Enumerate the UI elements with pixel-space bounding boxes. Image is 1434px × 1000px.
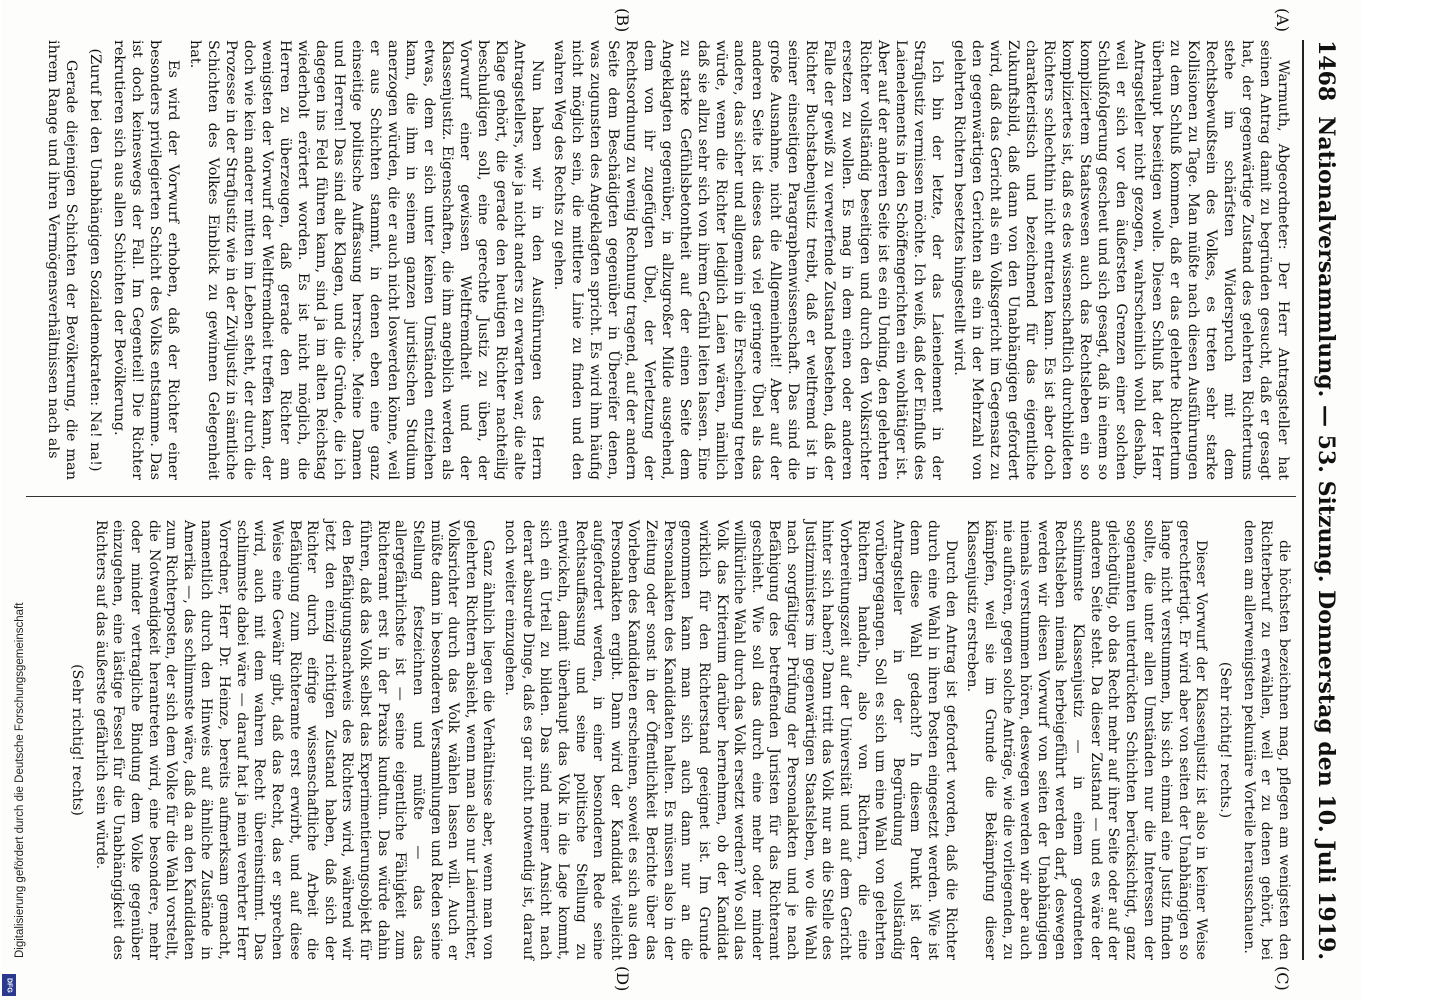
dfg-logo: DFG <box>2 974 16 996</box>
margin-marker-c: (C) <box>1273 966 1292 991</box>
page-title: Nationalversammlung. — 53. Sitzung. Donnerstag den 10. Juli 1919. <box>1313 116 1339 960</box>
margin-marker-d: (D) <box>613 966 632 992</box>
right-column-paragraph: (Sehr richtig! rechts.) <box>1217 661 1234 819</box>
left-column-paragraph: Gerade diejenigen Schichten der Bevölkerung, die man ihrem Range und ihren Vermögensverhältnissen nach als <box>45 40 79 480</box>
right-column-paragraph: Durch den Antrag ist gefordert worden, daß die Richter durch eine Wahl in ihren Posten eingesetzt werden. Wie ist denn diese Wahl gedacht? In diesem Punkt ist der Antragsteller in der Begründung vollständig vorübergegangen. Soll es sich um eine Wahl von gelehrten Richtern handeln, also von Richtern, die eine Vorbereitungszeit auf der Universität und auf dem Gericht hinter sich haben? Dann tritt das Volk nur an die Stelle des Justizministers im gegenwärtigen Staatsleben, wo die Wahl nach sorgfältiger Prüfung der Personalakten und je nach Befähigung des betreffenden Juristen für das Richteramt geschieht. Wie soll das durch eine mehr oder minder willkürliche Wahl durch das Volk ersetzt werden? Wo soll das Volk das Kriterium darüber hernehmen, ob der Kandidat wirklich für den Richterstand geeignet ist. Im Grunde genommen kann man sich auch dann nur an die Personalakten des Kandidaten halten. Es müssen also in der Zeitung oder sonst in der Öffentlichkeit Berichte über das Vorleben des Kandidaten erscheinen, soweit es sich aus den Personalakten ergibt. Dann wird der Kandidat vielleicht aufgefordert werden, in einer besonderen Rede seine Rechtsauffassung und seine politische Stellung zu entwickeln, damit überhaupt das Volk in die Lage kommt, sich ein Urteil zu bilden. Das sind meiner Ansicht nach derart absurde Dinge, daß es gar nicht notwendig ist, darauf noch weiter einzugehen. <box>502 520 959 960</box>
right-column-paragraph: Dieser Vorwurf der Klassenjustiz ist also in keiner Weise gerechtfertigt. Er wird aber von seiten der Unabhängigen so lange nicht verstummen, bis sich einmal eine Justiz finden sollte, die unter allen Umständen nur die Interessen der sogenannten unterdrückten Schichten berücksichtigt, ganz gleichgültig, ob das Recht mehr auf ihrer Seite oder auf der anderen Seite steht. Da dieser Zustand — und es wäre der schlimmste Klassenjustiz — in einem geordneten Rechtsleben niemals herbeigeführt werden darf, deswegen werden wir diesen Vorwurf von seiten der Unabhängigen niemals verstummen hören, deswegen werden wir aber auch nie aufhören, gegen solche Anträge, wie die vorliegenden, zu kämpfen, weil sie im Grunde die Bekämpfung dieser Klassenjustiz erstreben. <box>964 520 1210 960</box>
credit-text: Digitalisierung gefördert durch die Deutsche Forschungsgemeinschaft <box>14 602 26 958</box>
digitization-credit <box>4 0 24 1000</box>
left-column-paragraph: Nun haben wir in den Ausführungen des Herrn Antragstellers, wie ja nicht anders zu erwarten war, die alte Klage gehört, die gerade den heutigen Richter nachteilig beschuldigen soll, eine gerechte Justiz zu üben, der Vorwurf einer gewissen Weltfremdheit und der Klassenjustiz. Eigenschaften, die ihm angeblich werden als etwas, dem er sich unter keinen Umständen entziehen kann, die ihm in seinem ganzen juristischen Studium anerzogen würden, die er auch nicht loswerden könne, weil er aus Schichten stammt, in denen eben eine ganz einseitige politische Auffassung herrsche. Meine Damen und Herren! Das sind alte Klagen, und die Gründe, die ich dagegen ins Feld führen kann, sind ja im alten Reichstag wiederholt erörtert worden. Es ist nicht möglich, die Herren zu überzeugen, daß gerade den Richter am wenigsten der Vorwurf der Weltfremdheit treffen kann, der doch wie kein anderer mitten im Leben steht, der durch die Prozesse in der Strafjustiz wie in der Ziviljustiz in sämtliche Schichten des Volkes Einblick zu gewinnen Gelegenheit hat. <box>187 40 545 480</box>
right-column-paragraph: (Sehr richtig! rechts) <box>69 664 86 816</box>
left-column-paragraph: Es wird der Vorwurf erhoben, daß der Richter einer besonders privilegierten Schicht des Volks entstamme. Das ist doch keineswegs der Fall. Im Gegenteil! Die Richter rekrutieren sich aus allen Schichten der Bevölkerung. <box>111 40 181 480</box>
left-column-paragraph: Warmuth, Abgeordneter: Der Herr Antragsteller hat seinen Antrag damit zu begründen gesucht, daß er gesagt hat, der gegenwärtige Zustand des gelehrten Richtertums stehe im schärfsten Widerspruch mit dem Rechtsbewußtsein des Volkes, es treten sehr starke Kollisionen zu Tage. Man müßte nach diesen Ausführungen zu dem Schluß kommen, daß er das gelehrte Richtertum überhaupt beseitigen wolle. Diesen Schluß hat der Herr Antragsteller nicht gezogen, wahrscheinlich wohl deshalb, weil er sich vor den äußersten Grenzen einer solchen Schlußfolgerung gescheut und sich gesagt, daß in einem so kompliziertem Staatswesen auch das Rechtsleben ein so kompliziertes ist, daß es des wissenschaftlich durchbildeten Richters schlechthin nicht entraten kann. Es ist aber doch charakteristisch und bezeichnend für das eigentliche Zukunftsbild, daß dann von den Unabhängigen gefordert wird, daß das Gericht als ein Volksgericht im Gegensatz zu den gegenwärtigen Gerichten als ein in der Mehrzahl von gelehrten Richtern besetztes hingestellt wird. <box>951 40 1291 480</box>
document-page <box>2 0 1362 1000</box>
header-rule <box>1302 40 1304 960</box>
left-column-paragraph: Ich bin der letzte, der das Laienelement in der Strafjustiz vermissen möchte. Ich weiß, daß der Einfluß des Laienelements in den Schöffengerichten ein wohltätiger ist. Aber auf der anderen Seite ist es ein Unding, den gelehrten Richter vollständig beseitigen und durch den Volksrichter ersetzen zu wollen. Es mag in dem einen oder anderen Falle der gewiß zu verwerfende Zustand bestehen, daß der Richter Buchstabenjustiz treibt, daß er weltfremd ist in seiner einseitigen Paragraphenwissenschaft. Das sind die große Ausnahme, nicht die Allgemeinheit! Aber auf der anderen Seite ist dieses das viel geringere Übel als das andere, das sicher und allgemein in die Erscheinung treten würde, wenn die Richter lediglich Laien wären, nämlich daß sie allzu sehr sich von ihrem Gefühl leiten lassen. Eine zu starke Gefühlsbetontheit auf der einen Seite dem Angeklagten gegenüber, in allzugroßer Milde ausgehend, dem von ihr zugefügten Übel, der Verletzung der Rechtsordnung zu wenig Rechnung tragend, auf der andern Seite dem Beschädigten gegenüber in Übereifer denen, was zugunsten des Angeklagten spricht. Es wird ihm häufig nicht möglich sein, die mittlere Linie zu finden und den wahren Weg des Rechts zu gehen. <box>551 40 945 480</box>
left-column-paragraph: (Zuruf bei den Unabhängigen Sozialdemokraten: Na! na!) <box>87 48 103 472</box>
page-header <box>1310 40 1342 960</box>
margin-marker-b: (B) <box>613 8 632 33</box>
right-column <box>62 520 1293 960</box>
page-number: 1468 <box>1313 40 1339 102</box>
right-column-paragraph: Ganz ähnlich liegen die Verhältnisse aber, wenn man von gelehrten Richtern absieht, wenn man also nur Laienrichter, Volksrichter durch das Volk wählen lassen will. Auch er müßte dann in besonderen Versammlungen und Reden seine Stellung festzeichnen und müßte — das das allergefährlichste ist — seine eigentliche Fähigkeit zum Richteramt erst in der Praxis kundtun. Das würde dahin führen, daß das Volk selbst das Experimentierungsobjekt für den Befähigungsnachweis des Richters wird, während wir jetzt den einzig richtigen Zustand haben, daß sich der Richter durch eifrige wissenschaftliche Arbeit die Befähigung zum Richteramte erst erwirbt, und auf diese Weise eine Gewähr gibt, daß das Recht, das er sprechen wird, auch mit dem wahren Recht übereinstimmt. Das schlimmste dabei wäre — darauf hat ja mein verehrter Herr Vorredner, Herr Dr. Heinze, bereits aufmerksam gemacht, namentlich durch den Hinweis auf ähnliche Zustände in Amerika —, das schlimmste wäre, daß da an den Kandidaten zum Richterposten, der sich dem Volke für die Wahl vorstellt, die Notwendigkeit herantreten wird, eine besondere, mehr oder minder vertragliche Bindung dem Volke gegenüber einzugehen, eine lästige Fessel für die Unabhängigkeit des Richters auf das äußerste gefährlich sein würde. <box>92 520 497 960</box>
column-divider <box>26 496 1296 497</box>
right-column-paragraph: die höchsten bezeichnen mag, pflegen am wenigsten den Richterberuf zu erwählen, weil er zu denen gehört, bei denen am allerwenigsten pekuniäre Vorteile herausschauen. <box>1240 520 1292 960</box>
left-column <box>40 40 1292 480</box>
margin-marker-a: (A) <box>1273 8 1292 33</box>
